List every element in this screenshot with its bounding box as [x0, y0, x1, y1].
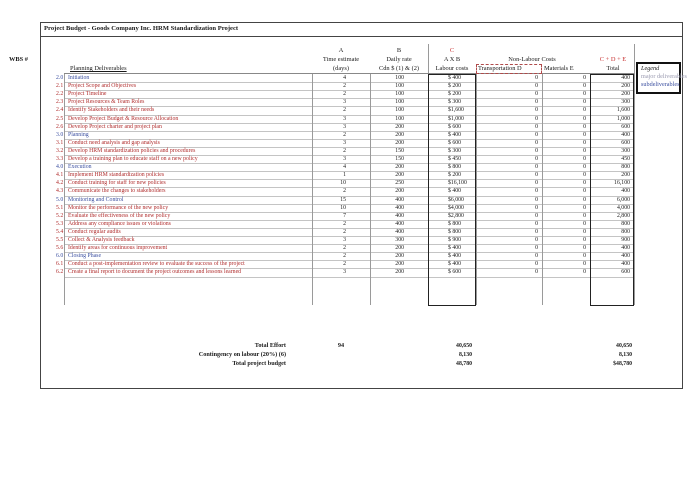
contingency-c: 8,130: [458, 352, 472, 358]
row-transportation[interactable]: 0: [535, 91, 538, 98]
row-name: Conduct a post-implementation review to evaluate the success of the project: [68, 261, 245, 268]
row-labour-cost: $ 200: [448, 172, 462, 179]
page-title: Project Budget - Goods Company Inc. HRM Standardization Project: [44, 25, 239, 32]
row-daily-rate[interactable]: 100: [395, 91, 404, 98]
row-total: 200: [621, 91, 630, 98]
row-materials[interactable]: 0: [583, 228, 586, 235]
row-wbs: 2.3: [56, 99, 64, 106]
row-transportation[interactable]: 0: [535, 147, 538, 154]
row-transportation[interactable]: 0: [535, 261, 538, 268]
row-total: 300: [621, 99, 630, 106]
header-c-line1: A X B: [443, 56, 461, 63]
row-total: 2,800: [616, 212, 630, 219]
total-effort-total: 40,650: [616, 343, 632, 349]
header-b-line1: Daily rate: [386, 56, 412, 63]
total-budget-total: $48,780: [613, 361, 632, 367]
row-name: Implement HRM standardization policies: [68, 172, 165, 179]
row-wbs: 4.3: [56, 188, 64, 195]
row-time-estimate[interactable]: 2: [343, 147, 346, 154]
total-effort-c: 40,650: [456, 343, 472, 349]
row-labour-cost: $ 450: [448, 156, 462, 162]
header-a-letter: A: [338, 47, 344, 54]
row-labour-cost: $ 200: [448, 83, 462, 90]
total-budget-label: Total project budget: [232, 360, 286, 367]
row-wbs: 3.1: [56, 139, 64, 146]
row-transportation[interactable]: 0: [535, 156, 538, 162]
row-labour-cost: $ 600: [448, 139, 462, 146]
row-name: Monitor the performance of the new policy: [68, 204, 169, 211]
row-transportation[interactable]: 0: [535, 196, 538, 203]
row-materials[interactable]: 0: [583, 204, 586, 211]
row-wbs: 2.1: [56, 83, 64, 90]
row-materials[interactable]: 0: [583, 123, 586, 130]
row-total: 400: [621, 245, 630, 252]
header-wbs: WBS #: [9, 56, 29, 63]
row-name: Identify Stakeholders and their needs: [68, 107, 155, 114]
row-time-estimate[interactable]: 2: [343, 228, 346, 235]
row-total: 1,600: [616, 107, 630, 114]
row-transportation[interactable]: 0: [535, 237, 538, 243]
row-materials[interactable]: 0: [583, 188, 586, 195]
column-divider: [634, 44, 635, 305]
row-labour-cost: $ 900: [448, 237, 462, 243]
row-labour-cost: $ 400: [448, 253, 462, 260]
row-total: 16,100: [614, 180, 630, 187]
row-total: 800: [621, 220, 630, 227]
header-materials: Materials E: [544, 65, 574, 72]
row-labour-cost: $16,100: [448, 180, 467, 187]
header-divider: [64, 73, 634, 74]
row-time-estimate[interactable]: 3: [343, 237, 346, 243]
row-daily-rate[interactable]: 100: [395, 75, 404, 81]
row-wbs: 5.2: [56, 212, 64, 219]
row-total: 200: [621, 172, 630, 179]
row-labour-cost: $ 800: [448, 228, 462, 235]
transportation-header-highlight: [476, 64, 542, 74]
row-transportation[interactable]: 0: [535, 212, 538, 219]
row-materials[interactable]: 0: [583, 156, 586, 162]
row-wbs: 5.3: [56, 220, 64, 227]
row-daily-rate[interactable]: 200: [395, 139, 404, 146]
column-divider: [542, 74, 543, 305]
header-planning-deliverables: Planning Deliverables: [70, 65, 127, 72]
row-daily-rate[interactable]: 150: [395, 156, 404, 162]
row-materials[interactable]: 0: [583, 131, 586, 138]
row-time-estimate[interactable]: 2: [343, 253, 346, 260]
column-divider: [312, 74, 313, 305]
row-time-estimate[interactable]: 2: [343, 83, 346, 90]
total-effort-days: 94: [337, 342, 345, 349]
row-materials[interactable]: 0: [583, 75, 586, 81]
row-name: Communicate the changes to stakeholders: [68, 188, 166, 195]
row-daily-rate[interactable]: 200: [395, 164, 404, 171]
row-total: 900: [621, 237, 630, 243]
row-name: Conduct regular audits: [68, 228, 121, 235]
row-transportation[interactable]: 0: [535, 188, 538, 195]
row-time-estimate[interactable]: 2: [343, 261, 346, 268]
row-labour-cost: $ 400: [448, 75, 462, 81]
row-wbs: 5.0: [56, 196, 64, 203]
row-labour-cost: $6,000: [448, 196, 464, 203]
row-name: Develop Project Budget & Resource Allocation: [68, 115, 179, 122]
row-name: Conduct training for staff for new policies: [68, 180, 166, 187]
row-name: Create a final report to document the project outcomes and lessons learned: [68, 269, 242, 276]
row-time-estimate[interactable]: 10: [340, 180, 346, 187]
row-materials[interactable]: 0: [583, 261, 586, 268]
header-a-line2: (days): [333, 65, 349, 72]
row-wbs: 2.4: [56, 107, 64, 114]
row-labour-cost: $ 600: [448, 269, 462, 276]
row-name: Initiation: [68, 75, 90, 81]
row-name: Develop a training plan to educate staff on a new policy: [68, 156, 198, 162]
row-name: Develop HRM standardization policies and procedures: [68, 147, 196, 154]
row-transportation[interactable]: 0: [535, 269, 538, 276]
row-daily-rate[interactable]: 100: [395, 107, 404, 114]
legend-sub: subdeliverables: [641, 81, 680, 88]
row-wbs: 2.6: [56, 123, 64, 130]
row-wbs: 6.1: [56, 261, 64, 268]
header-c-letter: C: [449, 47, 455, 54]
row-time-estimate[interactable]: 2: [343, 245, 346, 252]
row-daily-rate[interactable]: 100: [395, 83, 404, 90]
row-daily-rate[interactable]: 400: [395, 220, 404, 227]
row-transportation[interactable]: 0: [535, 99, 538, 106]
row-time-estimate[interactable]: 3: [343, 123, 346, 130]
row-time-estimate[interactable]: 2: [343, 188, 346, 195]
row-time-estimate[interactable]: 15: [340, 196, 346, 203]
row-labour-cost: $ 600: [448, 123, 462, 130]
row-labour-cost: $2,800: [448, 212, 464, 219]
row-total: 400: [621, 253, 630, 260]
header-total: Total: [606, 65, 620, 72]
row-materials[interactable]: 0: [583, 164, 586, 171]
row-time-estimate[interactable]: 4: [343, 75, 346, 81]
contingency-label: Contingency on labour (20%) (6): [198, 351, 286, 358]
row-total: 800: [621, 164, 630, 171]
total-budget-c: 48,780: [456, 361, 472, 367]
row-time-estimate[interactable]: 3: [343, 156, 346, 162]
row-daily-rate[interactable]: 200: [395, 253, 404, 260]
row-transportation[interactable]: 0: [535, 253, 538, 260]
header-b-line2: Cdn $ (1) & (2): [378, 65, 420, 72]
row-wbs: 5.5: [56, 237, 64, 243]
row-time-estimate[interactable]: 2: [343, 107, 346, 114]
row-wbs: 3.2: [56, 147, 64, 154]
row-name: Project Resources & Team Roles: [68, 99, 145, 106]
row-total: 400: [621, 261, 630, 268]
row-wbs: 6.2: [56, 269, 64, 276]
header-non-labour: Non-Labour Costs: [508, 56, 556, 63]
row-time-estimate[interactable]: 3: [343, 139, 346, 146]
row-daily-rate[interactable]: 300: [395, 237, 404, 243]
row-labour-cost: $1,000: [448, 115, 464, 122]
row-name: Execution: [68, 164, 92, 171]
row-daily-rate[interactable]: 400: [395, 196, 404, 203]
row-labour-cost: $1,600: [448, 107, 464, 114]
row-total: 450: [621, 156, 630, 162]
row-transportation[interactable]: 0: [535, 83, 538, 90]
row-wbs: 5.1: [56, 204, 64, 211]
row-name: Project Scope and Objectives: [68, 83, 137, 90]
row-time-estimate[interactable]: 3: [343, 99, 346, 106]
row-daily-rate[interactable]: 400: [395, 228, 404, 235]
row-materials[interactable]: 0: [583, 147, 586, 154]
row-time-estimate[interactable]: 1: [343, 172, 346, 179]
row-wbs: 2.0: [56, 75, 64, 81]
header-transportation: Transportation D: [478, 65, 522, 72]
row-labour-cost: $ 400: [448, 261, 462, 268]
row-name: Conduct need analysis and gap analysis: [68, 139, 160, 146]
row-name: Project Timeline: [68, 91, 107, 98]
row-name: Address any compliance issues or violations: [68, 220, 171, 227]
row-wbs: 4.1: [56, 172, 64, 179]
row-total: 400: [621, 75, 630, 81]
row-time-estimate[interactable]: 3: [343, 269, 346, 276]
row-daily-rate[interactable]: 150: [395, 147, 404, 154]
row-total: 200: [621, 83, 630, 90]
row-transportation[interactable]: 0: [535, 75, 538, 81]
row-name: Monitoring and Control: [68, 196, 124, 203]
row-daily-rate[interactable]: 100: [395, 99, 404, 106]
row-transportation[interactable]: 0: [535, 139, 538, 146]
row-labour-cost: $ 300: [448, 147, 462, 154]
row-materials[interactable]: 0: [583, 212, 586, 219]
row-labour-cost: $ 800: [448, 220, 462, 227]
row-total: 600: [621, 123, 630, 130]
row-materials[interactable]: 0: [583, 253, 586, 260]
row-daily-rate[interactable]: 200: [395, 245, 404, 252]
row-name: Evaluate the effectiveness of the new policy: [68, 212, 171, 219]
row-labour-cost: $ 800: [448, 164, 462, 171]
row-transportation[interactable]: 0: [535, 228, 538, 235]
row-transportation[interactable]: 0: [535, 220, 538, 227]
row-materials[interactable]: 0: [583, 107, 586, 114]
header-a-line1: Time estimate: [322, 56, 360, 63]
row-time-estimate[interactable]: 2: [343, 220, 346, 227]
legend-title: Legend: [641, 65, 660, 72]
contingency-total: 8,130: [618, 352, 632, 358]
row-daily-rate[interactable]: 400: [395, 204, 404, 211]
row-total: 800: [621, 228, 630, 235]
row-wbs: 3.3: [56, 156, 64, 162]
row-transportation[interactable]: 0: [535, 164, 538, 171]
row-time-estimate[interactable]: 2: [343, 91, 346, 98]
row-name: Collect & Analysis feedback: [68, 237, 135, 243]
row-materials[interactable]: 0: [583, 99, 586, 106]
header-c-line2: Labour costs: [435, 65, 469, 72]
row-daily-rate[interactable]: 250: [395, 180, 404, 187]
row-transportation[interactable]: 0: [535, 115, 538, 122]
row-transportation[interactable]: 0: [535, 107, 538, 114]
row-daily-rate[interactable]: 200: [395, 131, 404, 138]
column-divider: [370, 74, 371, 305]
row-labour-cost: $ 400: [448, 245, 462, 252]
row-time-estimate[interactable]: 10: [340, 204, 346, 211]
row-wbs: 5.4: [56, 228, 64, 235]
row-total: 4,000: [616, 204, 630, 211]
row-wbs: 6.0: [56, 253, 64, 260]
labour-costs-frame: [428, 74, 476, 306]
row-time-estimate[interactable]: 2: [343, 131, 346, 138]
title-divider: [40, 36, 683, 37]
row-wbs: 4.2: [56, 180, 64, 187]
row-labour-cost: $ 200: [448, 91, 462, 98]
row-daily-rate[interactable]: 200: [395, 188, 404, 195]
row-name: Develop Project charter and project plan: [68, 123, 162, 130]
row-transportation[interactable]: 0: [535, 180, 538, 187]
row-wbs: 2.5: [56, 115, 64, 122]
header-total-formula: C + D + E: [599, 56, 627, 63]
row-wbs: 4.0: [56, 164, 64, 171]
row-time-estimate[interactable]: 7: [343, 212, 346, 219]
row-wbs: 3.0: [56, 131, 64, 138]
row-materials[interactable]: 0: [583, 139, 586, 146]
row-daily-rate[interactable]: 200: [395, 172, 404, 179]
row-materials[interactable]: 0: [583, 91, 586, 98]
row-daily-rate[interactable]: 100: [395, 115, 404, 122]
row-daily-rate[interactable]: 200: [395, 269, 404, 276]
row-total: 400: [621, 131, 630, 138]
column-divider: [476, 74, 477, 305]
row-total: 600: [621, 269, 630, 276]
row-total: 600: [621, 139, 630, 146]
row-materials[interactable]: 0: [583, 172, 586, 179]
row-labour-cost: $ 400: [448, 188, 462, 195]
row-daily-rate[interactable]: 200: [395, 261, 404, 268]
row-labour-cost: $ 400: [448, 131, 462, 138]
row-transportation[interactable]: 0: [535, 204, 538, 211]
row-labour-cost: $ 300: [448, 99, 462, 106]
row-transportation[interactable]: 0: [535, 245, 538, 252]
row-time-estimate[interactable]: 3: [343, 115, 346, 122]
row-materials[interactable]: 0: [583, 220, 586, 227]
row-labour-cost: $4,000: [448, 204, 464, 211]
legend-major: major deliverables: [641, 73, 687, 80]
row-materials[interactable]: 0: [583, 180, 586, 187]
row-gridline: [64, 277, 634, 278]
row-wbs: 2.2: [56, 91, 64, 98]
row-daily-rate[interactable]: 400: [395, 212, 404, 219]
row-total: 6,000: [616, 196, 630, 203]
row-total: 1,000: [616, 115, 630, 122]
row-wbs: 5.6: [56, 245, 64, 252]
row-name: Closing Phase: [68, 253, 102, 260]
row-total: 400: [621, 188, 630, 195]
row-transportation[interactable]: 0: [535, 172, 538, 179]
total-effort-label: Total Effort: [254, 342, 286, 349]
row-transportation[interactable]: 0: [535, 123, 538, 130]
row-name: Identify areas for continuous improvement: [68, 245, 168, 252]
row-time-estimate[interactable]: 4: [343, 164, 346, 171]
header-b-letter: B: [396, 47, 402, 54]
row-transportation[interactable]: 0: [535, 131, 538, 138]
row-materials[interactable]: 0: [583, 196, 586, 203]
column-divider: [64, 74, 65, 305]
row-materials[interactable]: 0: [583, 237, 586, 243]
row-daily-rate[interactable]: 200: [395, 123, 404, 130]
row-materials[interactable]: 0: [583, 269, 586, 276]
row-name: Planning: [68, 131, 89, 138]
total-col-frame: [590, 74, 634, 306]
row-materials[interactable]: 0: [583, 245, 586, 252]
row-materials[interactable]: 0: [583, 115, 586, 122]
row-materials[interactable]: 0: [583, 83, 586, 90]
row-total: 300: [621, 147, 630, 154]
